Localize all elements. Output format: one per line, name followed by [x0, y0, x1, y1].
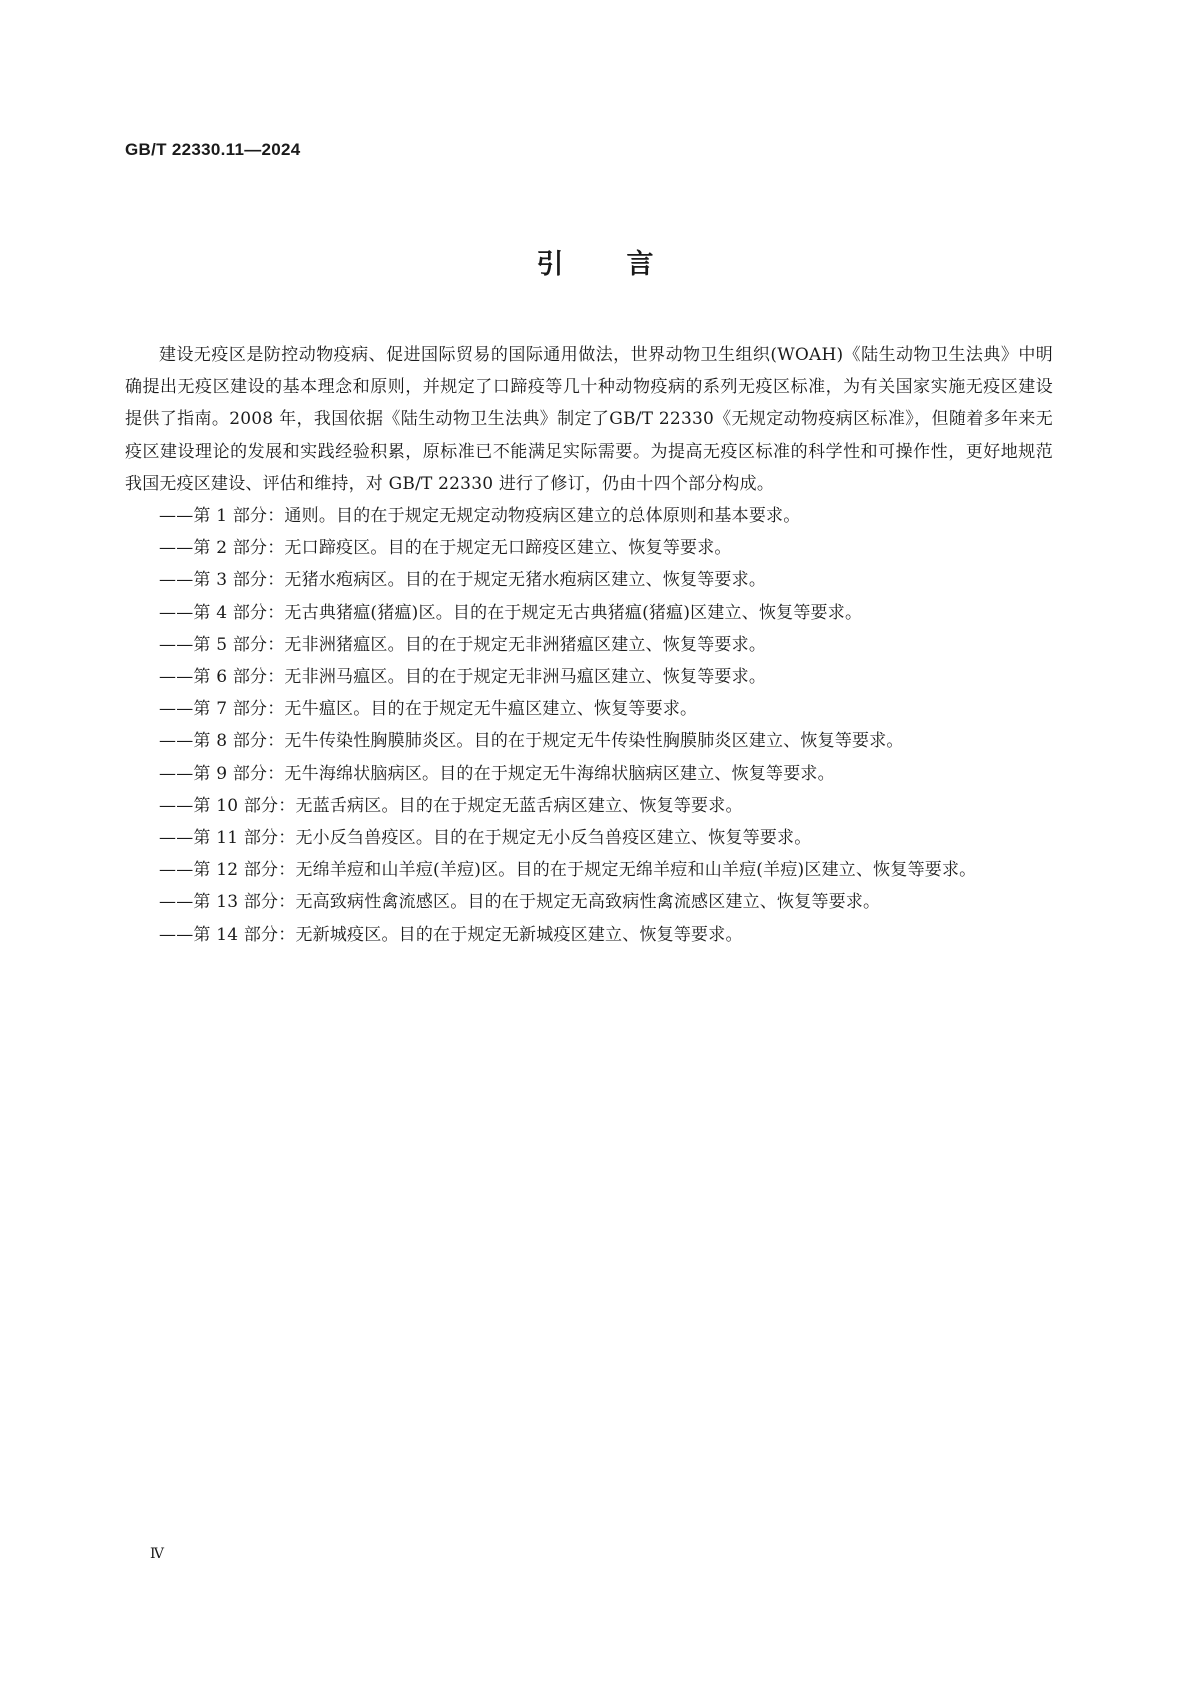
part-item-7: ——第 7 部分：无牛瘟区。目的在于规定无牛瘟区建立、恢复等要求。: [159, 699, 698, 720]
part-item-6: ——第 6 部分：无非洲马瘟区。目的在于规定无非洲马瘟区建立、恢复等要求。: [159, 667, 767, 688]
part-item-13: ——第 13 部分：无高致病性禽流感区。目的在于规定无高致病性禽流感区建立、恢复等要求。: [159, 892, 881, 913]
part-item-1: ——第 1 部分：通则。目的在于规定无规定动物疫病区建立的总体原则和基本要求。: [159, 506, 801, 527]
part-item-10: ——第 10 部分：无蓝舌病区。目的在于规定无蓝舌病区建立、恢复等要求。: [159, 795, 743, 816]
parts-list: [125, 500, 1053, 951]
part-item-5: ——第 5 部分：无非洲猪瘟区。目的在于规定无非洲猪瘟区建立、恢复等要求。: [159, 634, 767, 655]
part-item-9: ——第 9 部分：无牛海绵状脑病区。目的在于规定无牛海绵状脑病区建立、恢复等要求。: [159, 763, 835, 784]
page-title: [0, 242, 1191, 281]
introduction-body: [125, 339, 1053, 951]
part-item-8: ——第 8 部分：无牛传染性胸膜肺炎区。目的在于规定无牛传染性胸膜肺炎区建立、恢复等要求。: [159, 731, 904, 752]
part-item-2: ——第 2 部分：无口蹄疫区。目的在于规定无口蹄疫区建立、恢复等要求。: [159, 538, 732, 559]
part-item-3: ——第 3 部分：无猪水疱病区。目的在于规定无猪水疱病区建立、恢复等要求。: [159, 570, 767, 591]
intro-paragraph: 建设无疫区是防控动物疫病、促进国际贸易的国际通用做法，世界动物卫生组织(WOAH)《陆生动物卫生法典》中明确提出无疫区建设的基本理念和原则，并规定了口蹄疫等几十种动物疫病的系列无疫区标准，为有关国家实施无疫区建设提供了指南。2008 年，我国依据《陆生动物卫生法典》制定了GB/T 22330《无规定动物疫病区标准》，但随着多年来无疫区建设理论的发展和实践经验积累，原标准已不能满足实际需要。为提高无疫区标准的科学性和可操作性，更好地规范我国无疫区建设、评估和维持，对 GB/T 22330 进行了修订，仍由十四个部分构成。: [125, 345, 1053, 494]
part-item-14: ——第 14 部分：无新城疫区。目的在于规定无新城疫区建立、恢复等要求。: [159, 924, 743, 945]
part-item-11: ——第 11 部分：无小反刍兽疫区。目的在于规定无小反刍兽疫区建立、恢复等要求。: [159, 828, 812, 849]
part-item-4: ——第 4 部分：无古典猪瘟(猪瘟)区。目的在于规定无古典猪瘟(猪瘟)区建立、恢复等要求。: [159, 602, 863, 623]
standard-code: GB/T 22330.11—2024: [125, 140, 301, 159]
page-number: Ⅳ: [150, 1546, 164, 1562]
title-char-2: 言: [626, 249, 655, 280]
title-char-1: 引: [536, 249, 565, 280]
part-item-12: ——第 12 部分：无绵羊痘和山羊痘(羊痘)区。目的在于规定无绵羊痘和山羊痘(羊痘)区建立、恢复等要求。: [159, 860, 977, 881]
